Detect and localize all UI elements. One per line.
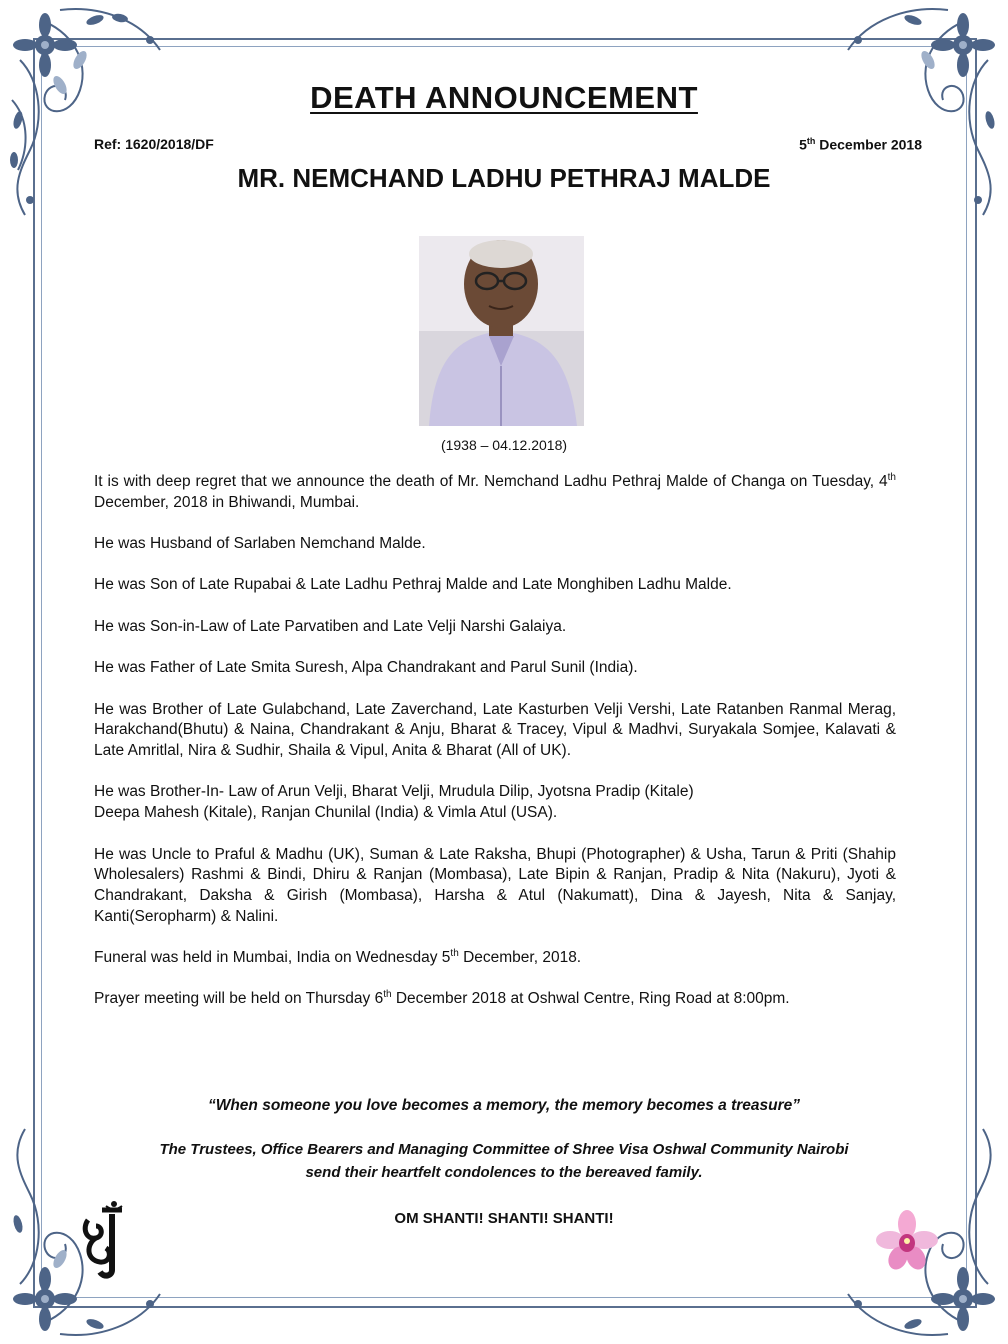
paragraph-father: He was Father of Late Smita Suresh, Alpa Chandrakant and Parul Sunil (India). bbox=[94, 659, 638, 677]
announcement-date: 5th December 2018 bbox=[799, 136, 922, 153]
condolence-line-1: The Trustees, Office Bearers and Managing Committee of Shree Visa Oshwal Community Nairobi bbox=[159, 1141, 849, 1158]
paragraph-uncle: He was Uncle to Praful & Madhu (UK), Suman & Late Raksha, Bhupi (Photographer) & Usha, Tarun & Priti (Shahip Wholesalers) Rashmi & Bindi, Dhiru & Ranjan (Mombasa), Late Bipin & Ranjan, Pradip & Nita (Nakuru), Jyoti & Chandrakant, Daksha & Girish (Mombasa), Harsha & Atul (Nakumatt), Dina & Jayesh, Nita & Sanjay, Kanti(Seropharm) & Nalini. bbox=[94, 845, 896, 925]
pink-orchid-icon bbox=[876, 1210, 938, 1272]
memorial-quote: “When someone you love becomes a memory, the memory becomes a treasure” bbox=[207, 1097, 801, 1114]
page-title: DEATH ANNOUNCEMENT bbox=[310, 80, 698, 115]
paragraph-husband: He was Husband of Sarlaben Nemchand Malde. bbox=[94, 535, 426, 553]
life-years: (1938 – 04.12.2018) bbox=[440, 437, 568, 453]
paragraph-son: He was Son of Late Rupabai & Late Ladhu Pethraj Malde and Late Monghiben Ladhu Malde. bbox=[94, 576, 732, 594]
condolence-line-2: send their heartfelt condolences to the bereaved family. bbox=[305, 1164, 703, 1181]
paragraph-prayer-meeting: Prayer meeting will be held on Thursday 6th December 2018 at Oshwal Centre, Ring Road at 8:00pm. bbox=[94, 989, 790, 1008]
om-shanti: OM SHANTI! SHANTI! SHANTI! bbox=[394, 1210, 614, 1227]
jain-om-symbol-icon bbox=[80, 1200, 126, 1280]
deceased-portrait bbox=[419, 236, 584, 426]
paragraph-death-notice: It is with deep regret that we announce the death of Mr. Nemchand Ladhu Pethraj Malde of Changa on Tuesday, 4th December, 2018 in Bhiwandi, Mumbai. bbox=[94, 471, 896, 511]
announcement-body bbox=[94, 472, 896, 1031]
paragraph-brother-in-law: He was Brother-In- Law of Arun Velji, Bharat Velji, Mrudula Dilip, Jyotsna Pradip (Kitale) Deepa Mahesh (Kitale), Ranjan Chunilal (India) & Vimla Atul (USA). bbox=[94, 783, 694, 822]
deceased-name: MR. NEMCHAND LADHU PETHRAJ MALDE bbox=[237, 163, 771, 193]
condolence-message bbox=[0, 1138, 1008, 1184]
reference-number: Ref: 1620/2018/DF bbox=[94, 136, 214, 152]
paragraph-funeral: Funeral was held in Mumbai, India on Wednesday 5th December, 2018. bbox=[94, 947, 582, 967]
paragraph-son-in-law: He was Son-in-Law of Late Parvatiben and Late Velji Narshi Galaiya. bbox=[94, 617, 567, 635]
paragraph-brother: He was Brother of Late Gulabchand, Late Zaverchand, Late Kasturben Velji Vershi, Late Ratanben Ranmal Merag, Harakchand(Bhutu) & Naina, Chandrakant & Anju, Bharat & Tracey, Vipul & Madhvi, Suryakala Somjee, Kalavati & Late Amritlal, Nira & Sudhir, Shaila & Vipul, Anita & Bharat (All of UK). bbox=[94, 700, 896, 760]
